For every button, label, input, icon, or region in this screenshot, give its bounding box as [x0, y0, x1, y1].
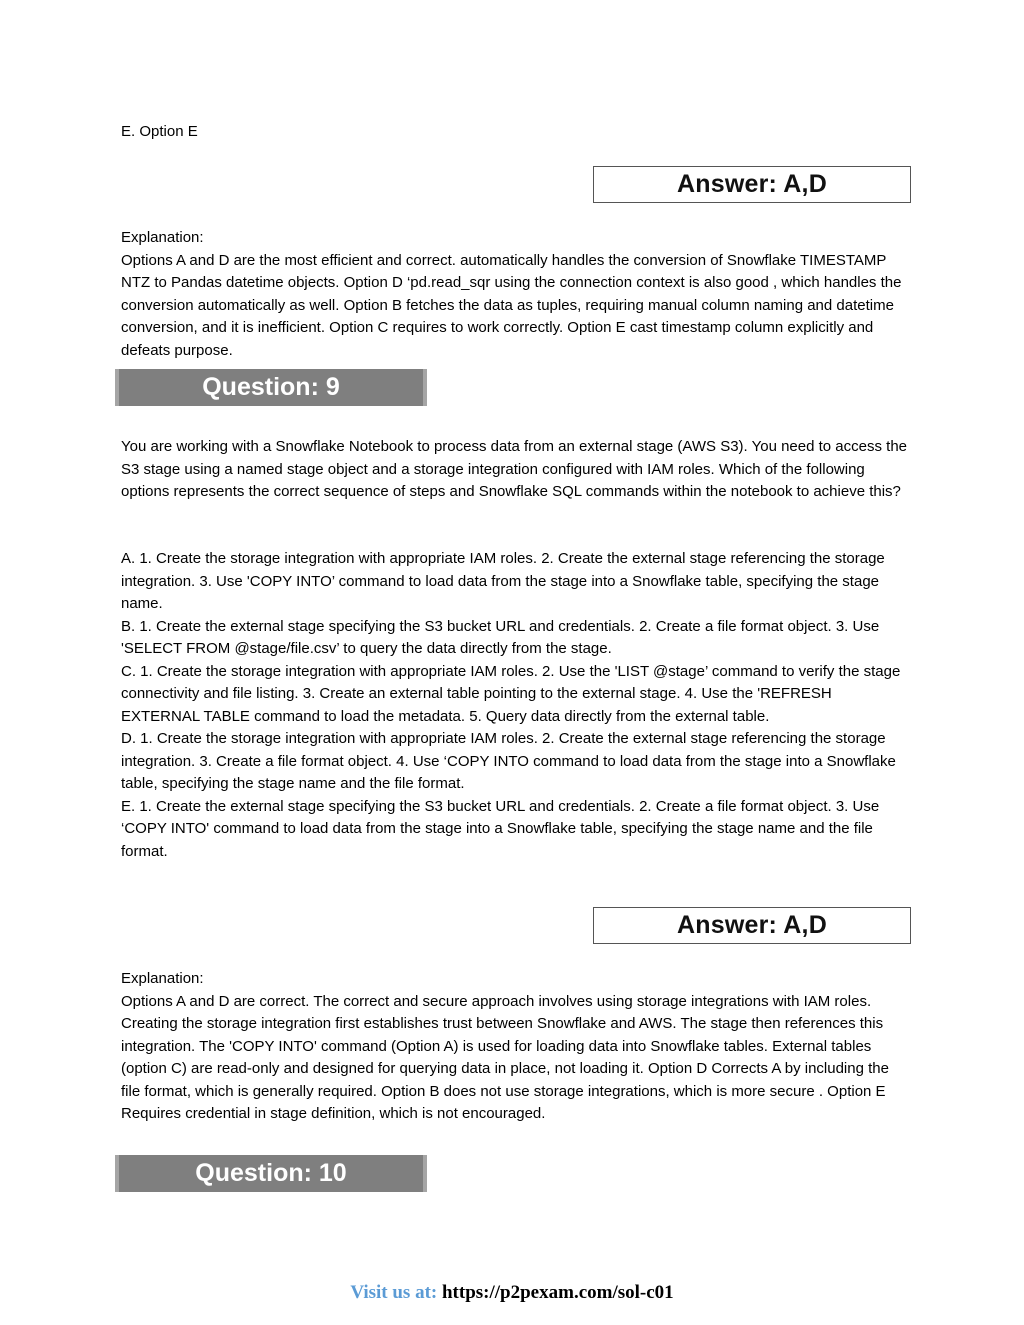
- option-e: E. 1. Create the external stage specifying the S3 bucket URL and credentials. 2. Create a file format object. 3. Use ‘COPY INTO' command to load data from the stage into a Snowflake table, specifying the stage name and the file format.: [121, 797, 880, 860]
- option-e-line: E. Option E: [121, 123, 198, 140]
- question-number: Question: 10: [195, 1159, 347, 1187]
- option-b: B. 1. Create the external stage specifying the S3 bucket URL and credentials. 2. Create a file format object. 3. Use 'SELECT FROM @stage/file.csv’ to query the data directly from the stage.: [121, 617, 880, 657]
- explanation-heading: Explanation:: [121, 229, 204, 246]
- explanation-heading: Explanation:: [121, 970, 204, 987]
- question-banner: [115, 369, 427, 406]
- answer-label: Answer: A,D: [677, 911, 827, 939]
- answer-label: Answer: A,D: [677, 170, 827, 198]
- option-list: [121, 548, 911, 863]
- question-prompt: You are working with a Snowflake Notebook to process data from an external stage (AWS S3). You need to access the S3 stage using a named stage object and a storage integration configured with IAM roles. Which of the following options represents the correct sequence of steps and Snowflake SQL commands within the notebook to achieve this?: [121, 438, 908, 500]
- footer-visit-label: Visit us at:: [350, 1282, 438, 1303]
- option-a: A. 1. Create the storage integration with appropriate IAM roles. 2. Create the external stage referencing the storage integration. 3. Use 'COPY INTO’ command to load data from the stage into a Snowflake table, specifying the stage name.: [121, 550, 885, 612]
- explanation-body: Options A and D are the most efficient and correct. automatically handles the conversion of Snowflake TIMESTAMP NTZ to Pandas datetime objects. Option D ‘pd.read_sqr using the connection context is also good , which handles the conversion automatically as well. Option B fetches the data as tuples, requiring manual column naming and datetime conversion, and it is inefficient. Option C requires to work correctly. Option E cast timestamp column explicitly and defeats purpose.: [121, 251, 902, 359]
- explanation-block: [121, 227, 911, 362]
- question-number: Question: 9: [202, 373, 340, 401]
- footer-url-link[interactable]: https://p2pexam.com/sol-c01: [441, 1282, 674, 1303]
- option-c: C. 1. Create the storage integration with appropriate IAM roles. 2. Use the 'LIST @stage’ command to verify the stage connectivity and file listing. 3. Create an external table pointing to the external stage. 4. Use the 'REFRESH EXTERNAL TABLE command to load the metadata. 5. Query data directly from the external table.: [121, 662, 901, 725]
- answer-box: [593, 907, 911, 944]
- question-banner: [115, 1155, 427, 1192]
- footer: [0, 1282, 1024, 1304]
- explanation-body: Options A and D are correct. The correct and secure approach involves using storage integrations with IAM roles. Creating the storage integration first establishes trust between Snowflake and AWS. The stage then references this integration. The 'COPY INTO' command (Option A) is used for loading data into Snowflake tables. External tables (option C) are read-only and designed for querying data in place, not loading it. Option D Corrects A by including the file format, which is generally required. Option B does not use storage integrations, which is more secure . Option E Requires credential in stage definition, which is not encouraged.: [121, 992, 889, 1122]
- option-d: D. 1. Create the storage integration with appropriate IAM roles. 2. Create the external stage referencing the storage integration. 3. Create a file format object. 4. Use ‘COPY INTO command to load data from the stage into a Snowflake table, specifying the stage name and the file format.: [121, 730, 896, 792]
- explanation-block: [121, 968, 911, 1126]
- answer-box: [593, 166, 911, 203]
